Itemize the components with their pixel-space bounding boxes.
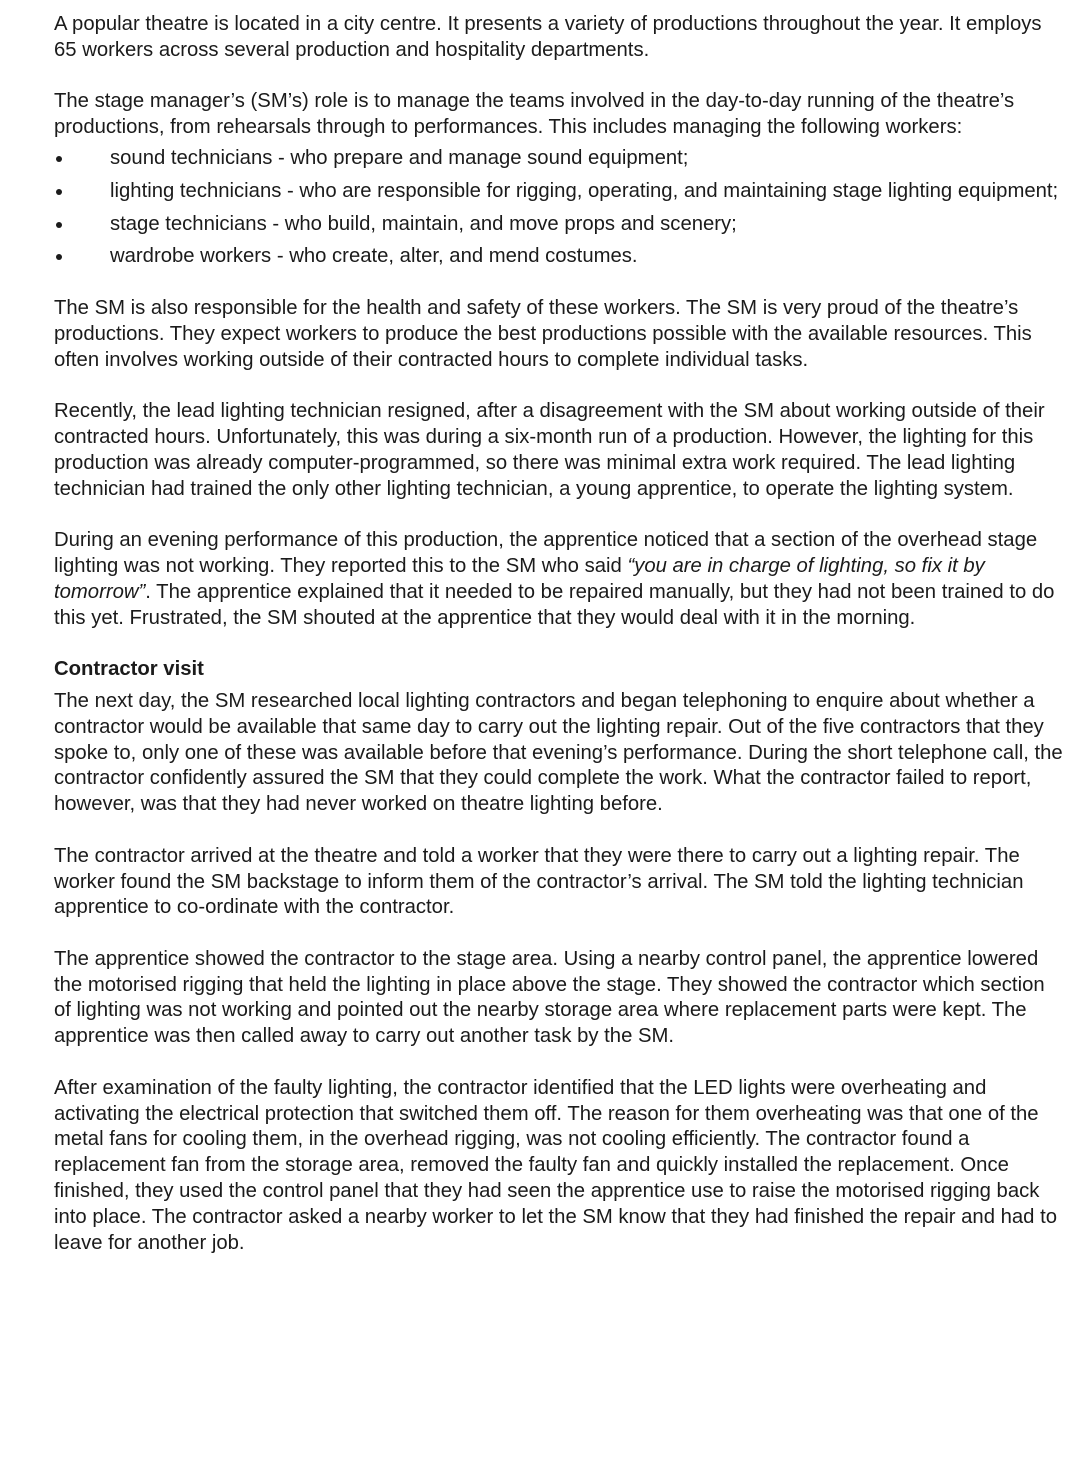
paragraph-repair: After examination of the faulty lighting, the contractor identified that the LED lights were overheating and activating the electrical protection that switched them off. The reason for them overheating was that one of the metal fans for cooling them, in the overhead rigging, was not cooling efficiently. The contractor found a replacement fan from the storage area, removed the faulty fan and quickly installed the replacement. Once finished, they used the control panel that they had seen the apprentice use to raise the motorised rigging back into place. The contractor asked a nearby worker to let the SM know that they had finished the repair and had to leave for another job.: [54, 1076, 1058, 1254]
bullet-icon: [56, 222, 62, 228]
section-heading: Contractor visit: [54, 658, 204, 681]
paragraph-contractor-arrival: The contractor arrived at the theatre and told a worker that they were there to carry out a lighting repair. The worker found the SM backstage to inform them of the contractor’s arrival. The SM told the lighting technician apprentice to co-ordinate with the contractor.: [54, 844, 1024, 919]
paragraph-resignation: Recently, the lead lighting technician resigned, after a disagreement with the SM about working outside of their contracted hours. Unfortunately, this was during a six-month run of a production. However, the lighting for this production was already computer-programmed, so there was minimal extra work required. The lead lighting technician had trained the only other lighting technician, a young apprentice, to operate the lighting system.: [54, 400, 1045, 500]
list-item-text: lighting technicians - who are responsible for rigging, operating, and maintaining stage lighting equipment;: [110, 179, 1059, 202]
bullet-icon: [56, 156, 62, 162]
list-item: [54, 212, 1066, 238]
paragraph-intro: A popular theatre is located in a city centre. It presents a variety of productions throughout the year. It employs 65 workers across several production and hospitality departments.: [54, 13, 1042, 61]
list-item-text: sound technicians - who prepare and manage sound equipment;: [110, 146, 689, 169]
list-item: [54, 244, 1066, 270]
list-item: [54, 179, 1066, 205]
bullet-icon: [56, 254, 62, 260]
paragraph-stage-area: The apprentice showed the contractor to the stage area. Using a nearby control panel, the apprentice lowered the motorised rigging that held the lighting in place above the stage. They showed the contractor which section of lighting was not working and pointed out the nearby storage area where replacement parts were kept. The apprentice was then called away to carry out another task by the SM.: [54, 947, 1045, 1048]
worker-list: [54, 146, 1066, 270]
document-page: [54, 12, 1066, 1256]
paragraph-text: During an evening performance of this production, the apprentice noticed that a section of the overhead stage lighting was not working. They reported this to the SM who said: [54, 529, 1038, 577]
paragraph-contractor-search: The next day, the SM researched local lighting contractors and began telephoning to enquire about whether a contractor would be available that same day to carry out the lighting repair. Out of the five contractors that they spoke to, only one of these was available before that evening’s performance. During the short telephone call, the contractor confidently assured the SM that they could complete the work. What the contractor failed to report, however, was that they had never worked on theatre lighting before.: [54, 689, 1063, 816]
bullet-icon: [56, 189, 62, 195]
paragraph-evening-performance: [54, 528, 1066, 631]
paragraph-text: . The apprentice explained that it needed to be repaired manually, but they had not been trained to do this yet. Frustrated, the SM shouted at the apprentice that they would deal with it in the morning.: [54, 580, 1055, 629]
sm-quote: “you are in charge of lighting, so fix it by tomorrow”: [54, 554, 985, 603]
list-item: [54, 146, 1066, 172]
paragraph-health-safety: The SM is also responsible for the health and safety of these workers. The SM is very proud of the theatre’s productions. They expect workers to produce the best productions possible with the available resources. This often involves working outside of their contracted hours to complete individual tasks.: [54, 296, 1032, 371]
list-item-text: stage technicians - who build, maintain, and move props and scenery;: [110, 212, 737, 235]
list-item-text: wardrobe workers - who create, alter, and mend costumes.: [110, 245, 638, 268]
paragraph-stage-manager-role: The stage manager’s (SM’s) role is to manage the teams involved in the day-to-day running of the theatre’s productions, from rehearsals through to performances. This includes managing the following workers:: [54, 90, 1015, 139]
